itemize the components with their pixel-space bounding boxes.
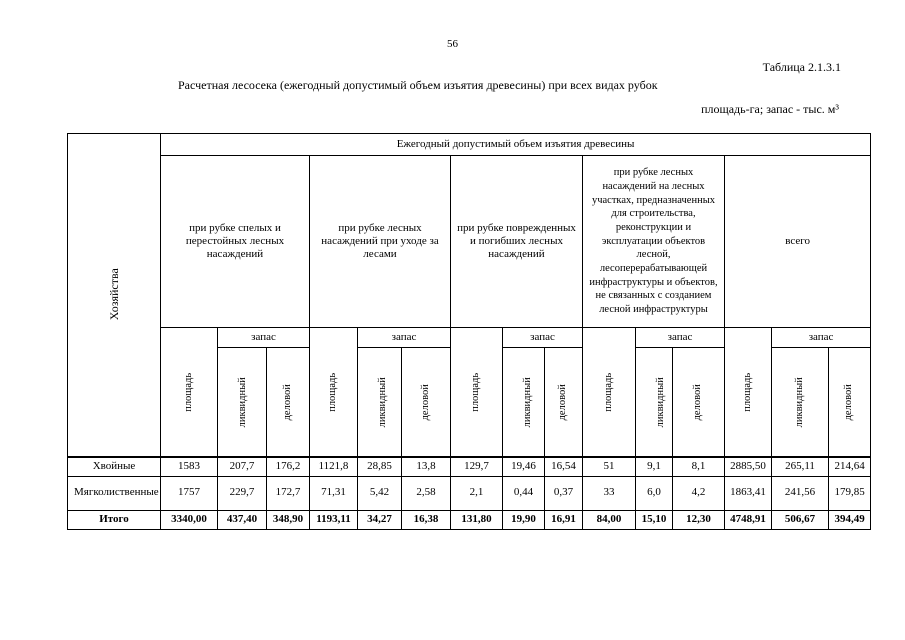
cell: 394,49 [829, 510, 871, 529]
cell: 4748,91 [725, 510, 772, 529]
category-header-4: при рубке лесных насаждений на лесных участках, предназначенных для строительства, реконструкции и эксплуатации объектов лесной, лесоперерабатывающей инфраструктуры и объектов, не связанных с созданием лесной инфраструктуры [583, 156, 725, 328]
table-row [68, 457, 871, 476]
table-row-total [68, 510, 871, 529]
cell: 2,1 [451, 476, 503, 510]
harvest-table [67, 133, 871, 530]
cell: 0,44 [503, 476, 545, 510]
area-col-5: площадь [725, 328, 772, 458]
stock-header-1: запас [218, 328, 310, 348]
cell: 13,8 [402, 457, 451, 476]
cell: 15,10 [636, 510, 673, 529]
cell: 207,7 [218, 457, 267, 476]
area-col-1: площадь [161, 328, 218, 458]
cell: 506,67 [772, 510, 829, 529]
liquid-col-1: ликвидный [218, 348, 267, 458]
category-header-5: всего [725, 156, 871, 328]
cell: 8,1 [673, 457, 725, 476]
liquid-col-5: ликвидный [772, 348, 829, 458]
stock-header-3: запас [503, 328, 583, 348]
category-header-3: при рубке поврежденных и погибших лесных насаждений [451, 156, 583, 328]
cell: 179,85 [829, 476, 871, 510]
cell: 6,0 [636, 476, 673, 510]
cell: 1583 [161, 457, 218, 476]
category-header-2: при рубке лесных насаждений при уходе за лесами [310, 156, 451, 328]
cell: 16,91 [545, 510, 583, 529]
cell: 229,7 [218, 476, 267, 510]
cell: 214,64 [829, 457, 871, 476]
cell: 348,90 [267, 510, 310, 529]
cell: 241,56 [772, 476, 829, 510]
cell: 3340,00 [161, 510, 218, 529]
row-name: Хвойные [68, 457, 161, 476]
cell: 129,7 [451, 457, 503, 476]
stock-header-4: запас [636, 328, 725, 348]
cell: 1193,11 [310, 510, 358, 529]
cell: 2,58 [402, 476, 451, 510]
cell: 1757 [161, 476, 218, 510]
cell: 265,11 [772, 457, 829, 476]
cell: 0,37 [545, 476, 583, 510]
liquid-col-3: ликвидный [503, 348, 545, 458]
cell: 16,38 [402, 510, 451, 529]
commercial-col-4: деловой [673, 348, 725, 458]
liquid-col-4: ликвидный [636, 348, 673, 458]
page-number: 56 [447, 38, 458, 50]
area-col-4: площадь [583, 328, 636, 458]
commercial-col-2: деловой [402, 348, 451, 458]
category-header-1: при рубке спелых и перестойных лесных насаждений [161, 156, 310, 328]
cell: 1121,8 [310, 457, 358, 476]
cell: 34,27 [358, 510, 402, 529]
row-header: Хозяйства [106, 268, 121, 321]
cell: 16,54 [545, 457, 583, 476]
cell: 84,00 [583, 510, 636, 529]
cell: 172,7 [267, 476, 310, 510]
cell: 51 [583, 457, 636, 476]
cell: 4,2 [673, 476, 725, 510]
cell: 437,40 [218, 510, 267, 529]
cell: 12,30 [673, 510, 725, 529]
liquid-col-2: ликвидный [358, 348, 402, 458]
stock-header-2: запас [358, 328, 451, 348]
cell: 5,42 [358, 476, 402, 510]
cell: 19,46 [503, 457, 545, 476]
area-col-2: площадь [310, 328, 358, 458]
cell: 28,85 [358, 457, 402, 476]
document-title: Расчетная лесосека (ежегодный допустимый объем изъятия древесины) при всех видах рубок [178, 78, 658, 92]
row-name: Мягколиственные [68, 476, 161, 510]
commercial-col-5: деловой [829, 348, 871, 458]
table-row [68, 476, 871, 510]
cell: 2885,50 [725, 457, 772, 476]
area-col-3: площадь [451, 328, 503, 458]
cell: 131,80 [451, 510, 503, 529]
units-note: площадь-га; запас - тыс. м³ [701, 102, 839, 116]
commercial-col-3: деловой [545, 348, 583, 458]
cell: 19,90 [503, 510, 545, 529]
commercial-col-1: деловой [267, 348, 310, 458]
cell: 71,31 [310, 476, 358, 510]
cell: 33 [583, 476, 636, 510]
row-header-cell [68, 134, 161, 458]
table-label: Таблица 2.1.3.1 [762, 60, 841, 74]
cell: 9,1 [636, 457, 673, 476]
row-name: Итого [68, 510, 161, 529]
group-header: Ежегодный допустимый объем изъятия древесины [161, 134, 871, 156]
cell: 1863,41 [725, 476, 772, 510]
stock-header-5: запас [772, 328, 871, 348]
cell: 176,2 [267, 457, 310, 476]
